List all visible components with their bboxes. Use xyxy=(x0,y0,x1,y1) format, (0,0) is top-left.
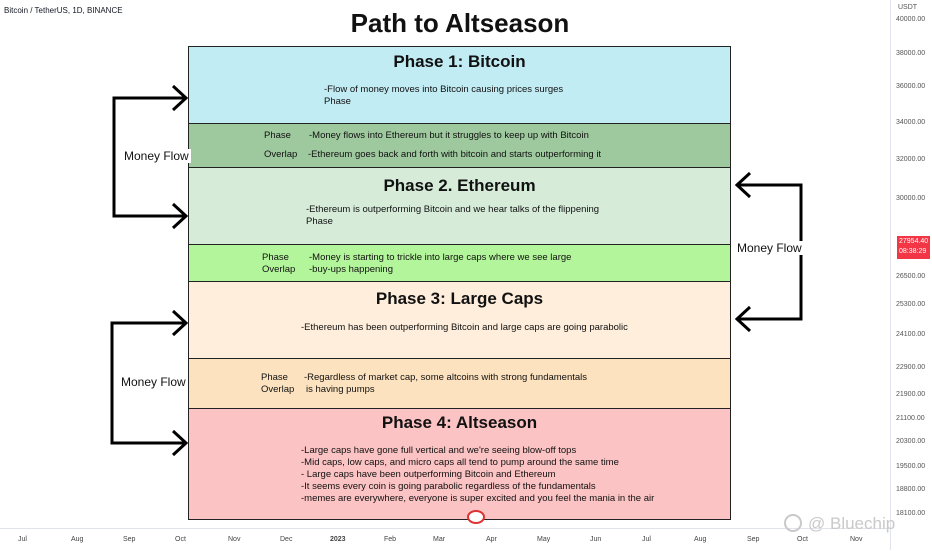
phase-1-line-1: -Flow of money moves into Bitcoin causing prices surges xyxy=(324,84,564,95)
price-tick-label: 19500.00 xyxy=(896,463,926,470)
price-tick-label: 40000.00 xyxy=(896,16,926,23)
watermark-text: @ Bluechip xyxy=(808,514,896,533)
time-tick-label: Jun xyxy=(590,536,602,543)
time-tick-label: Nov xyxy=(850,536,863,543)
time-tick-label: Dec xyxy=(280,536,293,543)
money-flow-label-3: Money Flow xyxy=(737,241,802,255)
overlap-2-label-1: Phase xyxy=(262,252,289,263)
overlap-3-label-2: Overlap xyxy=(261,384,295,395)
time-tick-label: Jul xyxy=(642,536,651,543)
phase-2-title: Phase 2. Ethereum xyxy=(383,176,536,195)
phase-4-line-3: - Large caps have been outperforming Bitcoin and Ethereum xyxy=(301,469,556,480)
price-tick-label: 24100.00 xyxy=(896,331,926,338)
price-tick-label: 38000.00 xyxy=(896,50,926,57)
overlap-3-label-1: Phase xyxy=(261,372,288,383)
logo-icon xyxy=(467,510,485,524)
phase-4-line-5: -memes are everywhere, everyone is super excited and you feel the mania in the air xyxy=(301,493,655,504)
money-flow-label-2: Money Flow xyxy=(121,375,186,389)
current-price: 27954.40 xyxy=(899,238,929,245)
bar-countdown: 08:38:29 xyxy=(899,248,927,255)
time-tick-label: Feb xyxy=(384,536,397,543)
overlap-1-label-1: Phase xyxy=(264,130,291,141)
price-tick-label: 30000.00 xyxy=(896,195,926,202)
phase-4-title: Phase 4: Altseason xyxy=(381,413,538,432)
price-tick-label: 18100.00 xyxy=(896,510,926,517)
price-tick-label: 36000.00 xyxy=(896,83,926,90)
price-tick-label: 25300.00 xyxy=(896,301,926,308)
money-flow-label-1: Money Flow xyxy=(124,149,189,163)
symbol-header: Bitcoin / TetherUS, 1D, BINANCE xyxy=(4,6,123,15)
time-tick-label: Oct xyxy=(175,536,186,543)
time-tick-label: Apr xyxy=(486,536,497,543)
time-tick-label: Aug xyxy=(71,536,84,543)
phase-4-line-1: -Large caps have gone full vertical and we're seeing blow-off tops xyxy=(301,445,577,456)
overlap-3-line-1: -Regardless of market cap, some altcoins with strong fundamentals xyxy=(304,372,588,383)
phase-2-line-1: -Ethereum is outperforming Bitcoin and we hear talks of the flippening xyxy=(306,204,600,215)
time-tick-label: Sep xyxy=(747,536,760,543)
price-tick-label: 26500.00 xyxy=(896,273,926,280)
price-tick-label: 20300.00 xyxy=(896,438,926,445)
phase-2-line-2: Phase xyxy=(306,216,333,227)
overlap-1-line-2: -Ethereum goes back and forth with bitcoin and starts outperforming it xyxy=(308,149,602,160)
overlap-3-line-2: is having pumps xyxy=(306,384,375,395)
time-tick-label: 2023 xyxy=(330,536,346,543)
watermark-icon xyxy=(784,514,802,532)
currency-label: USDT xyxy=(898,4,918,11)
price-tick-label: 22900.00 xyxy=(896,364,926,371)
chart-title: Path to Altseason xyxy=(350,8,570,38)
phase-4-line-2: -Mid caps, low caps, and micro caps all tend to pump around the same time xyxy=(301,457,619,468)
phase-1-line-2: Phase xyxy=(324,96,351,107)
phase-1-title: Phase 1: Bitcoin xyxy=(393,52,526,71)
overlap-2-line-1: -Money is starting to trickle into large caps where we see large xyxy=(309,252,572,263)
time-tick-label: Nov xyxy=(228,536,241,543)
price-tick-label: 21900.00 xyxy=(896,391,926,398)
time-tick-label: Aug xyxy=(694,536,707,543)
phase-4-line-4: -It seems every coin is going parabolic regardless of the fundamentals xyxy=(301,481,596,492)
current-price-tag xyxy=(897,236,930,259)
phase-3-title: Phase 3: Large Caps xyxy=(375,289,544,308)
time-tick-label: May xyxy=(537,536,551,543)
time-tick-label: Mar xyxy=(433,536,446,543)
price-tick-label: 34000.00 xyxy=(896,119,926,126)
time-tick-label: Sep xyxy=(123,536,136,543)
overlap-2-label-2: Overlap xyxy=(262,264,296,275)
phase-3-line-1: -Ethereum has been outperforming Bitcoin and large caps are going parabolic xyxy=(301,322,628,333)
time-tick-label: Oct xyxy=(797,536,808,543)
price-tick-label: 21100.00 xyxy=(896,415,925,422)
overlap-1-line-1: -Money flows into Ethereum but it struggles to keep up with Bitcoin xyxy=(309,130,589,141)
price-tick-label: 18800.00 xyxy=(896,486,926,493)
price-tick-label: 32000.00 xyxy=(896,156,926,163)
overlap-1-label-2: Overlap xyxy=(264,149,298,160)
time-tick-label: Jul xyxy=(18,536,27,543)
overlap-2-line-2: -buy-ups happening xyxy=(309,264,393,275)
